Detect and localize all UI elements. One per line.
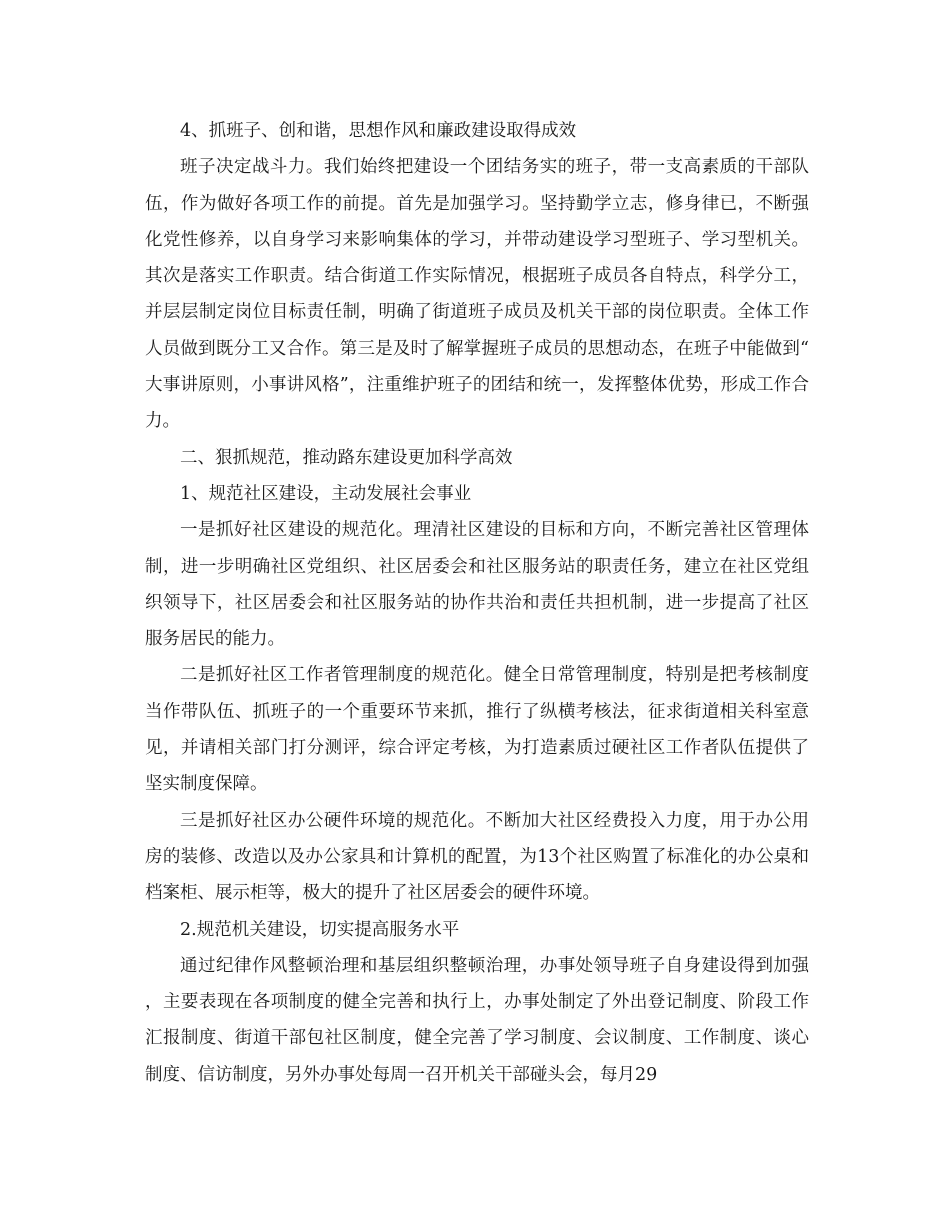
paragraph-team-building: 班子决定战斗力。我们始终把建设一个团结务实的班子，带一支高素质的干部队伍，作为做好各项工作的前提。首先是加强学习。坚持勤学立志，修身律已，不断强化党性修养，以自身学习来影响集体的学习，并带动建设学习型班子、学习型机关。其次是落实工作职责。结合街道工作实际情况，根据班子成员各自特点，科学分工，并层层制定岗位目标责任制，明确了街道班子成员及机关干部的岗位职责。全体工作人员做到既分工又合作。第三是及时了解掌握班子成员的思想动态，在班子中能做到“大事讲原则，小事讲风格”，注重维护班子的团结和统一，发挥整体优势，形成工作合力。 — [145, 157, 809, 432]
subsection-heading-1: 1、规范社区建设，主动发展社会事业 — [180, 483, 472, 504]
paragraph-worker-management: 二是抓好社区工作者管理制度的规范化。健全日常管理制度，特别是把考核制度当作带队伍、抓班子的一个重要环节来抓，推行了纵横考核法，征求街道相关科室意见，并请相关部门打分测评，综合评定考核，为打造素质过硬社区工作者队伍提供了坚实制度保障。 — [145, 665, 809, 795]
paragraph-office-hardware: 三是抓好社区办公硬件环境的规范化。不断加大社区经费投入力度，用于办公用房的装修、改造以及办公家具和计算机的配置，为13个社区购置了标准化的办公桌和档案柜、展示柜等，极大的提升了社区居委会的硬件环境。 — [145, 810, 809, 904]
section-heading-4: 4、抓班子、创和谐，思想作风和廉政建设取得成效 — [180, 121, 577, 141]
paragraph-organ-building: 通过纪律作风整顿治理和基层组织整顿治理，办事处领导班子自身建设得到加强，主要表现在各项制度的健全完善和执行上，办事处制定了外出登记制度、阶段工作汇报制度、街道干部包社区制度，健全完善了学习制度、会议制度、工作制度、谈心制度、信访制度，另外办事处每周一召开机关干部碰头会，每月29 — [145, 955, 809, 1085]
paragraph-community-standardization: 一是抓好社区建设的规范化。理清社区建设的目标和方向，不断完善社区管理体制，进一步明确社区党组织、社区居委会和社区服务站的职责任务，建立在社区党组织领导下，社区居委会和社区服务站的协作共治和责任共担机制，进一步提高了社区服务居民的能力。 — [145, 520, 809, 650]
section-heading-2: 二、狠抓规范，推动路东建设更加科学高效 — [180, 447, 513, 468]
document-page — [145, 113, 809, 1093]
subsection-heading-2: 2.规范机关建设，切实提高服务水平 — [180, 919, 460, 940]
